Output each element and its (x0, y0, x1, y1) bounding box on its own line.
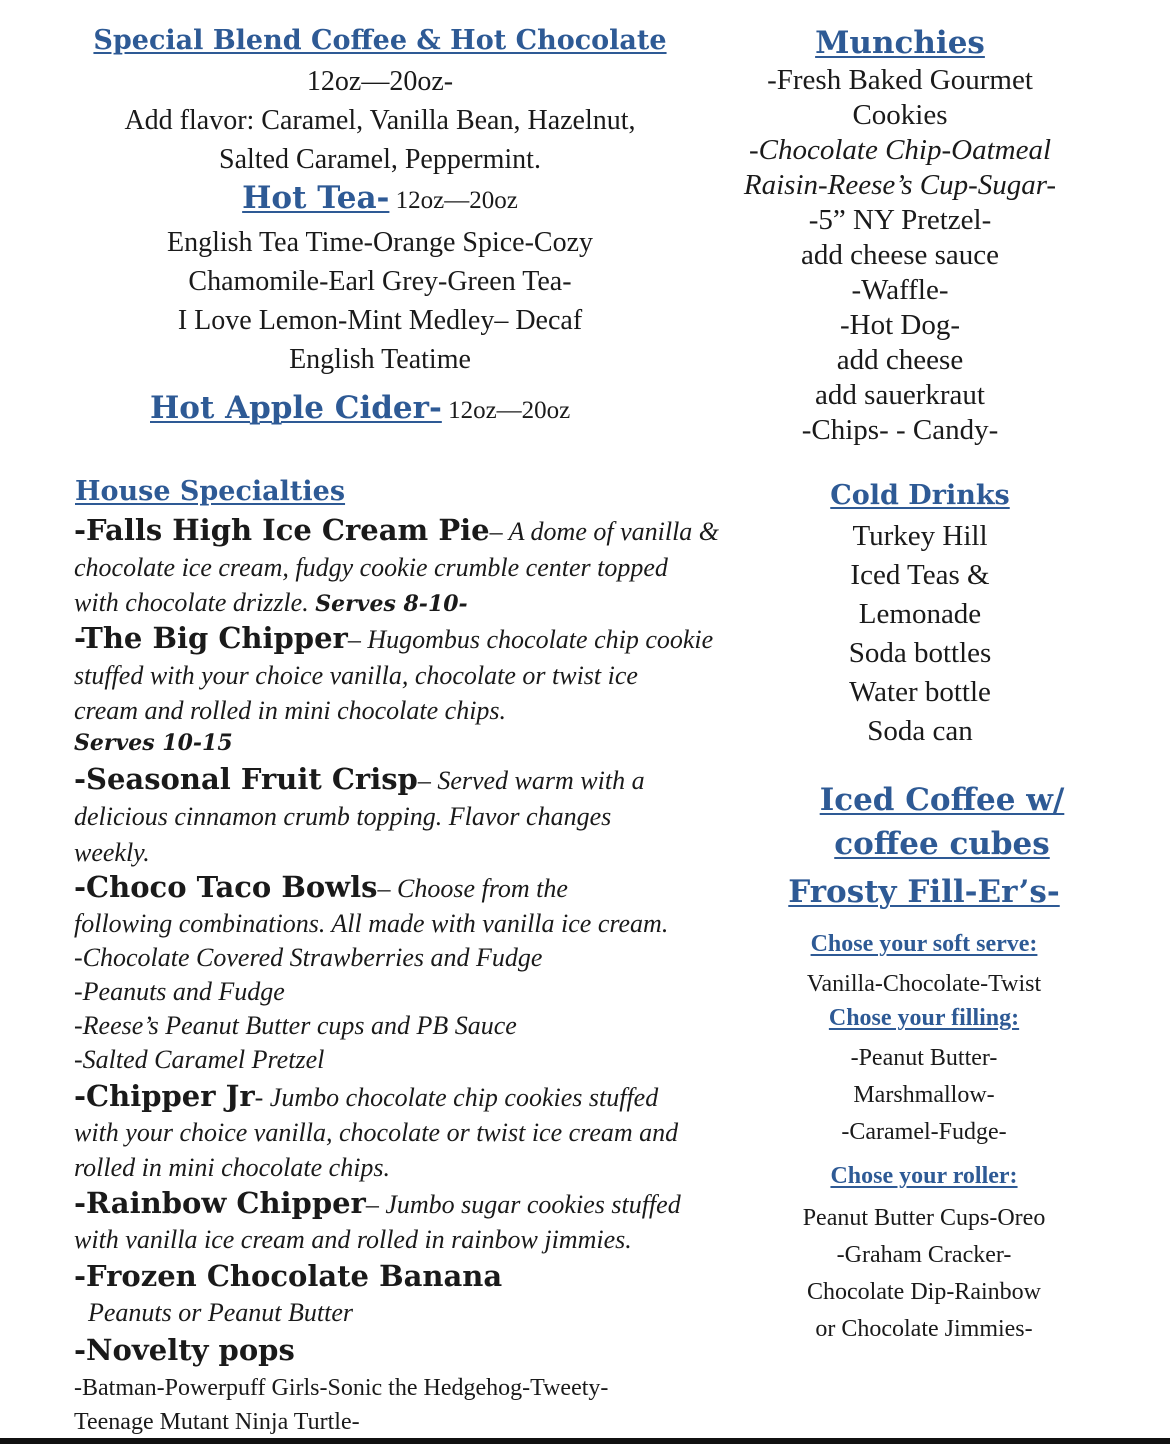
list-item: -Chocolate Covered Strawberries and Fudge (74, 943, 543, 972)
munchies-line: add sauerkraut (815, 379, 985, 411)
menu-item-big-chipper: -The Big Chipper– Hugombus chocolate chip cookie (74, 621, 714, 655)
filling-option: -Caramel-Fudge- (841, 1119, 1007, 1145)
menu-item-pie: -Falls High Ice Cream Pie– A dome of vanilla & (74, 513, 720, 547)
munchies-line: -Chocolate Chip-Oatmeal (748, 134, 1052, 166)
item-description: weekly. (74, 838, 150, 867)
tea-line: English Tea Time-Orange Spice-Cozy (166, 227, 593, 258)
coffee-flavors-line2: Salted Caramel, Peppermint. (219, 144, 541, 175)
munchies-line: Raisin-Reese’s Cup-Sugar- (743, 169, 1057, 201)
item-description: cream and rolled in mini chocolate chips. (74, 696, 507, 725)
soft-serve-options: Vanilla-Chocolate-Twist (806, 971, 1042, 997)
item-description: Peanuts or Peanut Butter (88, 1298, 354, 1327)
munchies-line: -Fresh Baked Gourmet (767, 64, 1033, 96)
tea-title: Hot Tea- (242, 180, 390, 216)
cold-drinks-title: Cold Drinks (830, 480, 1010, 511)
munchies-line: Cookies (852, 99, 948, 131)
iced-coffee-title-line1: Iced Coffee w/ (819, 782, 1065, 818)
coffee-flavors-line1: Add flavor: Caramel, Vanilla Bean, Hazelnut, (124, 105, 636, 136)
munchies-line: -Waffle- (851, 274, 949, 306)
cold-drink-item: Soda can (867, 715, 973, 747)
tea-line: English Teatime (289, 344, 471, 375)
roller-option: Chocolate Dip-Rainbow (807, 1279, 1041, 1305)
cold-drink-item: Water bottle (849, 676, 991, 708)
filling-option: Marshmallow- (853, 1082, 995, 1108)
filling-option: -Peanut Butter- (850, 1045, 998, 1071)
cold-drink-item: Lemonade (858, 598, 982, 630)
coffee-sizes: 12oz—20oz- (306, 66, 454, 97)
tea-sizes: 12oz—20oz (389, 187, 518, 214)
cider-title: Hot Apple Cider- (150, 390, 442, 426)
menu-item-rainbow-chipper: -Rainbow Chipper– Jumbo sugar cookies stuffed (74, 1186, 681, 1220)
munchies-line: -5” NY Pretzel- (808, 204, 992, 236)
munchies-line: add cheese (836, 344, 964, 376)
list-item: -Reese’s Peanut Butter cups and PB Sauce (74, 1011, 517, 1040)
cold-drink-item: Iced Teas & (850, 559, 990, 591)
specialties-title: House Specialties (75, 476, 346, 507)
item-description: rolled in mini chocolate chips. (74, 1153, 391, 1182)
item-description: with chocolate drizzle. Serves 8-10- (74, 588, 468, 617)
tea-line: I Love Lemon-Mint Medley– Decaf (177, 305, 583, 336)
coffee-title: Special Blend Coffee & Hot Chocolate (93, 25, 667, 56)
serves-note: Serves 8-10- (315, 591, 468, 617)
tea-line: Chamomile-Earl Grey-Green Tea- (188, 266, 572, 297)
roller-label: Chose your roller: (830, 1163, 1018, 1189)
munchies-line: -Chips- - Candy- (801, 414, 999, 446)
item-description: stuffed with your choice vanilla, chocolate or twist ice (74, 661, 638, 690)
iced-coffee-title-line2: coffee cubes (834, 826, 1050, 862)
serves-note: Serves 10-15 (74, 730, 233, 756)
item-description: chocolate ice cream, fudgy cookie crumble center topped (74, 553, 668, 582)
tea-heading (40, 180, 720, 216)
item-description: with your choice vanilla, chocolate or twist ice cream and (74, 1118, 679, 1147)
menu-item-novelty-pops: -Novelty pops (74, 1333, 295, 1367)
roller-option: -Graham Cracker- (836, 1242, 1012, 1268)
item-description: delicious cinnamon crumb topping. Flavor changes (74, 802, 612, 831)
munchies-title: Munchies (815, 25, 985, 61)
item-description: with vanilla ice cream and rolled in rainbow jimmies. (74, 1225, 632, 1254)
munchies-line: -Hot Dog- (839, 309, 960, 341)
menu-item-choco-taco: -Choco Taco Bowls– Choose from the (74, 870, 568, 904)
filling-label: Chose your filling: (828, 1005, 1020, 1031)
roller-option: or Chocolate Jimmies- (815, 1316, 1033, 1342)
cider-sizes: 12oz—20oz (441, 397, 571, 424)
menu-item-frozen-banana: -Frozen Chocolate Banana (74, 1259, 503, 1293)
item-description: following combinations. All made with vanilla ice cream. (74, 909, 669, 938)
roller-option: Peanut Butter Cups-Oreo (802, 1205, 1046, 1231)
frosty-title: Frosty Fill-Er’s- (788, 874, 1060, 910)
cold-drink-item: Turkey Hill (852, 520, 988, 552)
bottom-divider (0, 1438, 1170, 1444)
list-item: -Salted Caramel Pretzel (74, 1045, 325, 1074)
soft-serve-label: Chose your soft serve: (810, 931, 1038, 957)
list-item: -Peanuts and Fudge (74, 977, 285, 1006)
cider-heading (150, 390, 570, 426)
munchies-line: add cheese sauce (800, 239, 1000, 271)
item-description: -Batman-Powerpuff Girls-Sonic the Hedgehog-Tweety- (74, 1375, 609, 1401)
item-description: Teenage Mutant Ninja Turtle- (74, 1409, 360, 1435)
menu-item-chipper-jr: -Chipper Jr- Jumbo chocolate chip cookies stuffed (74, 1079, 659, 1113)
cold-drink-item: Soda bottles (848, 637, 992, 669)
menu-item-fruit-crisp: -Seasonal Fruit Crisp– Served warm with a (74, 762, 645, 796)
